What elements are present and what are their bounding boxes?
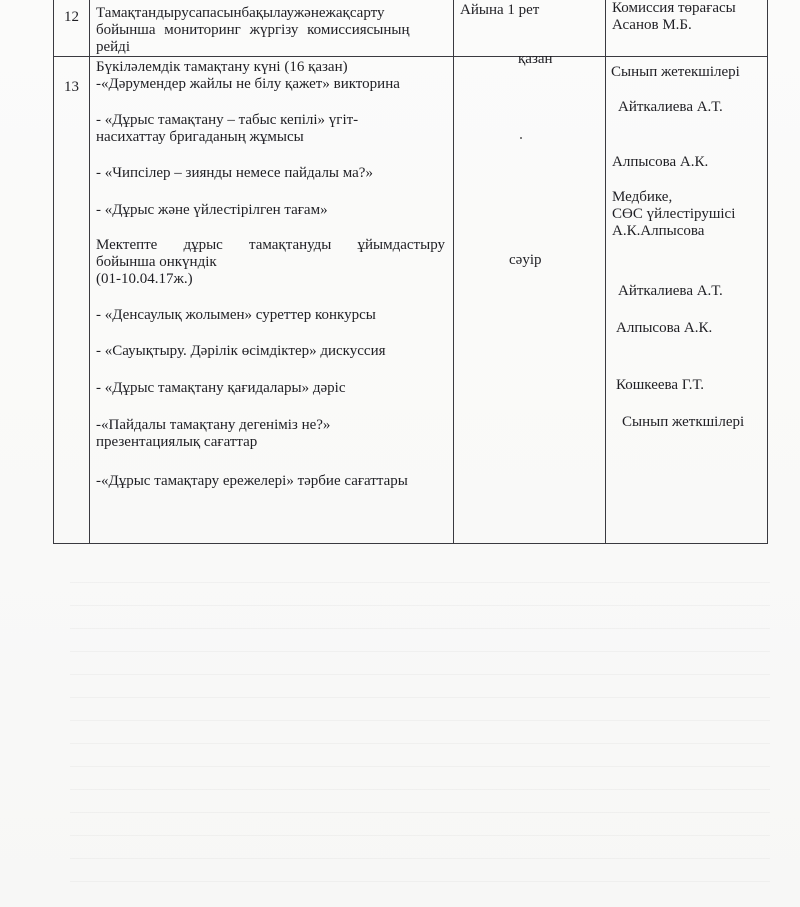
event-item: бойынша онкүндік [96,254,217,270]
responsible-item: Медбике, [612,189,673,205]
word: дұрыс [183,237,223,253]
responsible-cell [606,57,768,544]
responsible-item: А.К.Алпысова [612,223,705,239]
responsible-line: Комиссия төрағасы [612,0,736,16]
responsible-item: СӨС үйлестірушісі [612,206,736,222]
date-cell [454,0,606,57]
event-date: қазан [518,51,553,67]
event-item: - «Дұрыс және үйлестірілген тағам» [96,202,328,218]
word: ұйымдастыру [357,237,445,253]
word: Мектепте [96,237,158,253]
event-item: - «Чипсілер – зиянды немесе пайдалы ма?» [96,165,373,181]
plan-table [53,0,768,544]
table-row [54,0,768,57]
event-item: - «Денсаулық жолымен» суреттер конкурсы [96,307,376,323]
event-item [96,237,445,254]
event-item: -«Дұрыс тамақтару ережелері» тәрбие сағаттары [96,473,408,489]
event-text [90,0,453,56]
responsible-item: Айткалиева А.Т. [618,99,723,115]
responsible-item: Айткалиева А.Т. [618,283,723,299]
word: жақсарту [325,5,385,21]
word: және [293,5,326,21]
row-number-cell [54,57,90,544]
row-number: 12 [64,9,79,25]
event-item: - «Сауықтыру. Дәрілік өсімдіктер» дискуссия [96,343,386,359]
faint-backside-print [70,560,770,890]
event-item: - «Дұрыс тамақтану қағидалары» дәріс [96,380,346,396]
event-list [90,57,453,543]
event-item: (01-10.04.17ж.) [96,271,193,287]
event-item: -«Пайдалы тамақтану дегеніміз не?» [96,417,331,433]
event-line: бойынша мониторинг жүргізу комиссиясының [96,22,410,38]
event-item: - «Дұрыс тамақтану – табыс кепілі» үгіт- [96,112,359,128]
date-cell [454,51,606,544]
responsible-item: Алпысова А.К. [612,154,709,170]
event-date: сәуір [509,252,542,268]
row-number: 13 [64,79,79,95]
event-line [96,5,447,22]
responsible-item: Сынып жеткшілері [622,414,745,430]
stray-mark [520,137,522,139]
table-row [54,57,768,544]
row-number-cell [54,0,90,57]
word: Тамақтандыру [96,5,189,21]
word: тамақтануды [248,237,332,253]
event-line: рейді [96,39,130,55]
word: бақылау [241,5,294,21]
event-item: Бүкіләлемдік тамақтану күні (16 қазан) [96,59,348,75]
responsible-item: Кошкеева Г.Т. [616,377,704,393]
event-cell [90,0,454,57]
word: сапасын [188,5,242,21]
event-item: -«Дәрумендер жайлы не білу қажет» викторина [96,76,400,92]
responsible-text [606,0,767,34]
event-date: Айына 1 рет [460,2,540,18]
responsible-item: Сынып жетекшілері [611,64,740,80]
responsible-cell [606,0,768,57]
responsible-item: Алпысова А.К. [616,320,713,336]
responsible-line: Асанов М.Б. [612,17,692,33]
event-item: насихаттау бригаданың жұмысы [96,129,304,145]
event-cell [90,57,454,544]
responsible-list [606,57,767,543]
event-item: презентациялық сағаттар [96,434,258,450]
date-list [454,51,605,543]
